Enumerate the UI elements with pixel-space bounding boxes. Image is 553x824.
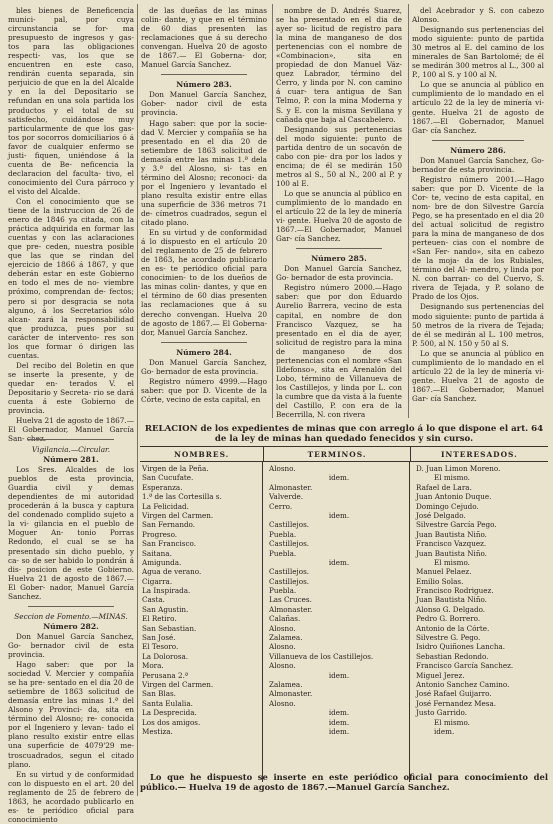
paragraph: Los Sres. Alcaldes de los pueblos de esta provincia, Guardia civil y demas dependientes de mi autoridad procederán á la busca y captura del condenado complido sujeto a la vi- gilancia en el pueblo de Moguer An- tonio Porras Redondo, el cual se se ha presentado sin dicho pueblo, y ca- so de ser habido lo pondrán á dis- posicion de este Gobierno. Huelva 21 de agosto de 1867.— El Gober- nador, Manuel García Sanchez.	[8, 465, 134, 601]
header-interesados: INTERESADOS.	[440, 449, 518, 459]
paragraph: del Acebrador y S. con cabezo Alonso.	[412, 6, 544, 25]
table-cell: Esperanza.	[142, 482, 183, 492]
relacion-footer: Lo que he dispuesto se inserte en este periódico oficial para conocimiento del público.— Huelva 19 de agosto de 1867.—Manuel García Sanchez.	[140, 772, 548, 792]
paragraph: bles bienes de Beneficencia munici- pal, por cuya circunstancia se for- ma presupuesto de ingresos y gas- tos para las obligaciones respecti- vas, los que se encuentren en este caso, rendirán cuenta separada, sin perjuicio de que en la del Alcalde y en la del Depositario se refundan en una sola partida los productos y el total de su satisfecho, cuidándose muy particularmente de que los gas- tos por socorros domiciliarios ó á favor de cualquier enfermo se justi- fiquen, uniéndose á la cuenta de Be- neficencia la declaracion del faculta- tivo, el conocimiento del Cura párroco y el visto del Alcalde.	[8, 6, 134, 196]
table-cell: Almonaster.	[269, 482, 313, 492]
divider	[296, 248, 382, 249]
column-divider	[137, 4, 138, 796]
table-cell: San Agustin.	[142, 604, 189, 614]
table-cell: idem.	[328, 473, 350, 483]
paragraph: Designando sus pertenencias del modo siguiente: punto de partida á 50 metros de la rivera de Tejada; de él se medirán al L. 100 metros, P. 500, al N. 150 y 50 al S.	[412, 302, 544, 348]
table-cell: Castillejos.	[269, 539, 310, 549]
header-terminos: TERMINOS.	[264, 447, 410, 461]
paragraph: Lo que se anuncia al público en cumplimiento de lo mandado en el artículo 22 de la ley de minería vi- gente. Huelva 21 de agosto de 1867.—El Gobernador, Manuel Gar- cía Sanchez.	[412, 348, 544, 403]
table-cell: Mestiza.	[142, 726, 173, 736]
table-cell: Cigarra.	[142, 576, 173, 586]
paragraph: Con el conocimiento que se tiene de la instruccion de 26 de enero de 1846 ya citada, con la práctica adquirida en formar las cuentas y con las aclaraciones que pre- ceden, nuestra posible que las que se rindan del ejercicio de 1866 á 1867, y que deberán estar en este Gobierno en todo el mes de no- viembre próximo, comprendan de- fectos; pero si por desgracia se nota alguno, á los Secretarios sólo alcan- zará la responsabilidad que produzca, pues por su carácter de intervento- res son los que formar ó dirigen las cuentas.	[8, 196, 134, 360]
table-cell: Santa Eulalia.	[142, 698, 193, 708]
table-cell: Pedro G. Borrero.	[416, 614, 481, 624]
table-cell: Domingo Cejudo.	[416, 501, 479, 511]
paragraph: de las dueñas de las minas colin- dante, y que en el término de 60 dias presenten las reclamaciones que á su derecho convengan. Huelva 20 de agosto de 1867.— El Goberna- dor, Manuel García Sanchez.	[141, 6, 267, 70]
table-cell: San Blas.	[142, 689, 176, 699]
signature: Huelva 21 de agosto de 1867.— El Gobernador, Manuel García San- chez.	[8, 416, 134, 444]
divider	[28, 606, 114, 607]
table-cell: La Felicidad.	[142, 501, 189, 511]
paragraph: Don Manuel García Sanchez, Go- bernador de esta provincia.	[276, 264, 402, 283]
table-cell: El mismo.	[434, 473, 470, 483]
table-cell: San Cucufate.	[142, 473, 194, 483]
table-cell: Alosno.	[269, 698, 296, 708]
paragraph: Don Manuel García Sanchez, Go- bernador de esta provincia.	[141, 357, 267, 376]
table-cell: Villanueva de los Castillejos.	[269, 651, 374, 661]
table-cell: Valverde.	[269, 492, 304, 502]
paragraph: Registro número 2000.—Hago saber: que por don Eduardo Aurelio Barrera, vecino de esta capital, en nombre de don Francisco Vazquez, se ha presentado en el dia de ayer, solicitud de registro para la mina de manganeso de dos pertenencias con el nombre «San Ildefonso», sita en Arenalón del Lobo, término de Villanueva de los Castillejos, y linda por L. con la cumbre que da vista á la fuente del Castillo, P. con era de la Becerrilla, N. con rivera	[276, 283, 402, 420]
paragraph: Lo que se anuncia al público en cumplimiento de lo mandado en el artículo 22 de la ley de minería vi- gente. Huelva 21 de agosto de 1867.—El Gobernador, Manuel Gar- cía Sanchez.	[412, 80, 544, 135]
paragraph: Del recibo del Boletin en que se inserte la presente, y de quedar en- terados V. el Depositario y Secreta- rio se dará cuenta á este Gobierno de provincia.	[8, 360, 134, 416]
divider	[161, 74, 247, 75]
paragraph: Registro número 2001.—Hago saber: que por D. Vicente de la Cor- te, vecino de esta capital, en nom- bre de don Silvestre García Pego, se ha presentado en el dia 20 del actual solicitud de registro para la mina de manganeso de dos perteuen- cias con el nombre de «San Fer- nando», sita en cabezo de la moja- da de los Rubiales, término del Al- mendro, y linda por N. con barran- co del Cuervo, S. rivera de Tejada, y P. solano de Prado de los Ojos.	[412, 174, 544, 302]
table-cell: La Dolorosa.	[142, 651, 189, 661]
table-cell: Puebla.	[269, 586, 297, 596]
column-divider	[408, 4, 409, 418]
table-cell: Juan Bautista Niño.	[416, 595, 487, 605]
interesados-column	[412, 462, 548, 736]
table-cell: Virgen de la Peña.	[142, 464, 209, 473]
section-heading: Seccion de Fomento.—MINAS.	[14, 611, 128, 621]
table-cell: San Fernando.	[142, 520, 196, 530]
divider	[432, 140, 524, 141]
table-cell: Sebastian Redondo.	[416, 651, 489, 661]
table-cell: idem.	[328, 510, 350, 520]
divider	[161, 342, 247, 343]
divider	[28, 439, 114, 440]
paragraph: Hago saber: que por la socie- dad V. Mercier y compañía se ha presentado en el dia 20 de setiembre de 1863 solicitud de demasía entre las minas 1.ª dela y 3.ª del Alosno, si- tas en término del Alosno; reconoci- da por el Ingeniero y levantado el plano resulta existir entre ellas una superficie de 336 metros 71 de- címetros cuadrados, segun el citado plano.	[141, 118, 267, 228]
paragraph: Designando sus pertenencias del modo siguiente: punto de partida dentro de un socavón de cabo con pie- dra por los lados y encima; de él se medirán 150 metros al S., 50 al N., 200 al P. y 100 al E.	[276, 124, 402, 188]
paragraph: Designando sus pertenencias del modo siguiente: punto de partida 30 metros al E. del camino de los minerales de San Bartolomé; de él se medirán 300 metros al L., 300 al P., 100 al S. y 100 al N.	[412, 25, 544, 80]
number-heading: Número 282.	[43, 621, 99, 631]
table-cell: Silvestre G. Pego.	[416, 633, 481, 643]
table-cell: San Francisco.	[142, 539, 196, 549]
table-cell: idem.	[328, 708, 350, 718]
paragraph: Don Manuel García Sanchez, Go- bernador de esta provincia.	[412, 155, 544, 174]
table-cell: Saitana.	[142, 548, 172, 558]
number-heading: Número 285.	[311, 254, 367, 264]
table-cell: idem.	[328, 670, 350, 680]
paragraph: En su virtud y de conformidad con lo dispuesto en el art. 20 del reglamento de 25 de febrero de 1863, he acordado publicarlo en es- te periódico oficial para conocimiento	[8, 769, 134, 824]
table-cell: Perusana 2.ª	[142, 670, 189, 680]
table-cell: José Fernandez Mesa.	[416, 698, 497, 708]
table-cell: José Delgado.	[416, 510, 466, 520]
table-cell: Manuel Pelaez.	[416, 567, 472, 577]
table-cell: Castillejos.	[269, 576, 310, 586]
column-2	[141, 6, 267, 420]
table-cell: Puebla.	[269, 529, 297, 539]
table-cell: idem.	[328, 717, 350, 727]
table-cell: Francisco García Sanchez.	[416, 661, 514, 671]
table-cell: Silvestre García Pego.	[416, 520, 497, 530]
number-heading: Número 286.	[450, 145, 506, 155]
table-cell: Alosno.	[269, 464, 296, 473]
table-cell: Miguel Jerez.	[416, 670, 465, 680]
column-divider	[272, 4, 273, 418]
table-header	[140, 447, 548, 462]
table-cell: El mismo.	[434, 717, 470, 727]
table-cell: Isidro Quiñones Lancha.	[416, 642, 506, 652]
column-1	[8, 6, 134, 444]
table-cell: Juan Antonio Duque.	[416, 492, 492, 502]
table-cell: Francisco Rodriguez.	[416, 586, 494, 596]
table-cell: Virgen del Carmen.	[142, 510, 214, 520]
table-cell: San José.	[142, 633, 176, 643]
paragraph: Registro número 4999.—Hago saber: que por D. Vicente de la Córte, vecino de esta capital, en	[141, 376, 267, 404]
col2-upper-text	[141, 6, 267, 420]
table-cell: El Retiro.	[142, 614, 177, 624]
paragraph: Hago saber: que por la sociedad V. Mercier y compañía se ha pre- sentado en el dia 20 de setiembre de 1863 solicitud de demasía entre las minas 1.ª del Alsono y Provinci- da, sita en término del Alosno; re- conocida por el Ingeniero y levan- tado el plano resulto existir entre ellas una superficie de 4079'29 me- troscuadrados, segun el citado plano.	[8, 660, 134, 769]
table-cell: San Sebastian.	[142, 623, 197, 633]
table-cell: D. Juan Limon Moreno.	[416, 464, 501, 473]
table-cell: Francisco Vazquez.	[416, 539, 487, 549]
table-cell: Alosno.	[269, 642, 296, 652]
table-cell: La Inspirada.	[142, 586, 191, 596]
table-cell: José Rafael Guijarro.	[416, 689, 492, 699]
table-cell: Rafael de Lara.	[416, 482, 472, 492]
table-cell: Casta.	[142, 595, 165, 605]
table-cell: Puebla.	[269, 548, 297, 558]
paragraph: Don Manuel García Sanchez, Gober- nador civil de esta provincia.	[141, 90, 267, 118]
table-cell: Antonio de la Córte.	[416, 623, 490, 633]
relacion-table	[140, 446, 548, 767]
table-cell: Las Cruces.	[269, 595, 312, 605]
col3-upper-text	[276, 6, 402, 420]
table-cell: Calañas.	[269, 614, 301, 624]
terminos-column	[267, 462, 410, 782]
number-heading: Número 281.	[43, 455, 99, 465]
table-cell: idem.	[328, 726, 350, 736]
nombres-column	[142, 462, 263, 782]
relacion-title: RELACION de los expedientes de minas que con arreglo á lo que dispone el art. 64 de la ley de minas han quedado fenecidos y sin curso.	[144, 424, 544, 444]
table-cell: 1.ª de las Cortesilla s.	[142, 492, 222, 502]
table-cell: Progreso.	[142, 529, 178, 539]
paragraph: Lo que se anuncia al público en cumplimiento de lo mandado en el artículo 22 de la ley de minería vi- gente. Huelva 20 de agosto de 1867.—El Gobernador, Manuel Gar- cía Sanchez.	[276, 188, 402, 244]
column-1-lower	[8, 434, 134, 824]
column-3	[276, 6, 402, 420]
table-cell: Zalamea.	[269, 679, 303, 689]
table-cell: Alonso G. Delgado.	[416, 604, 486, 614]
header-nombres: NOMBRES.	[140, 447, 264, 461]
table-cell: Mora.	[142, 661, 164, 671]
table-cell: Justo Garrido.	[416, 708, 467, 718]
number-heading: Número 284.	[176, 347, 232, 357]
col1-upper-text	[8, 6, 134, 444]
table-cell: Amigunda.	[142, 557, 182, 567]
table-cell: Los dos amigos.	[142, 717, 201, 727]
table-cell: Juan Bautista Niño.	[416, 529, 487, 539]
section-heading: Vigilancia.—Circular.	[31, 445, 111, 454]
table-cell: Castillejos.	[269, 520, 310, 530]
table-cell: Cerro.	[269, 501, 293, 511]
table-cell: Alosno.	[269, 661, 296, 671]
table-cell: idem.	[328, 557, 350, 567]
table-cell: Zalamea.	[269, 633, 303, 643]
paragraph: Don Manuel García Sanchez, Go- bernador civil de esta provincia.	[8, 631, 134, 659]
table-cell: El Tesoro.	[142, 642, 179, 652]
table-cell: Agua de verano.	[142, 567, 202, 577]
table-cell: El mismo.	[434, 557, 470, 567]
table-cell: idem.	[434, 726, 455, 736]
table-cell: Alosno.	[269, 623, 296, 633]
table-cell: Castillejos.	[269, 567, 310, 577]
number-heading: Número 283.	[176, 80, 232, 90]
table-cell: Antonio Sanchez Camino.	[416, 679, 510, 689]
table-cell: La Desprecida.	[142, 708, 197, 718]
table-body	[140, 462, 548, 767]
paragraph: nombre de D. Andrés Suarez, se ha presentado en el dia de ayer so- licitud de registro para la mina de manganeso de dos pertenencias con el nombre de «Combinacion», sita en propiedad de don Manuel Váz- quez Labrador, término del Cerro, y linda por N. con camino á cuar- tera antigua de San Telmo, P. con la mina Moderna y S. y E. con la misma Sevillana y cañada que baja al Cascabelero.	[276, 6, 402, 124]
table-cell: Juan Bautista Niño.	[416, 548, 487, 558]
table-cell: Virgen del Carmen.	[142, 679, 214, 689]
table-cell: Almonaster.	[269, 604, 313, 614]
col4-upper-text	[412, 6, 544, 420]
table-cell: Emilio Solas.	[416, 576, 464, 586]
paragraph: En su virtud y de conformidad á lo dispuesto en el artículo 20 del reglamento de 25 de febrero de 1863, he acordado publicarlo en es- te periódico oficial para conocimien- to de los dueños de las minas colin- dantes, y que en el término de 60 dias presenten las reclamaciones que á su derecho convengan. Huelva 20 de agosto de 1867.— El Goberna- dor, Manuel García Sanchez.	[141, 228, 267, 337]
column-4	[412, 6, 544, 420]
table-cell: Almonaster.	[269, 689, 313, 699]
